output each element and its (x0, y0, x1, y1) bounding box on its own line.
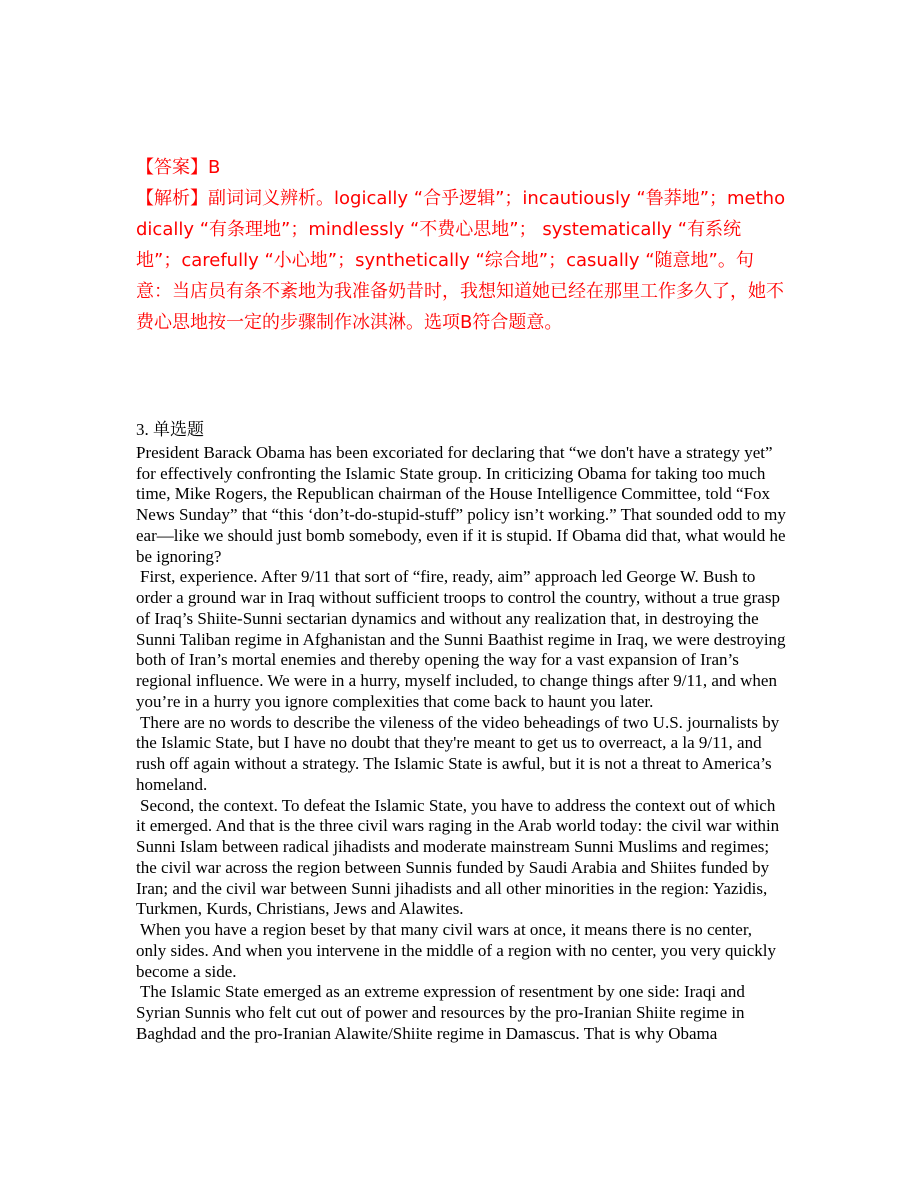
answer-label: 【答案】B (136, 157, 221, 178)
passage-paragraph-5: When you have a region beset by that many civil wars at once, it means there is no center, only sides. And when you intervene in the middle of a region with no center, you very quickly become a side. (136, 920, 776, 981)
question-number: 3. 单选题 (136, 420, 204, 439)
answer-analysis: 【解析】副词词义辨析。logically “合乎逻辑”；incautiously “鲁莽地”；methodically “有条理地”；mindlessly “不费心思地”； systematically “有系统地”；carefully “小心地”；synthetically “综合地”；casually “随意地”。句意：当店员有条不紊地为我准备奶昔时，我想知道她已经在那里工作多久了，她不费心思地按一定的步骤制作冰淇淋。选项B符合题意。 (136, 188, 786, 333)
passage-paragraph-3: There are no words to describe the vileness of the video beheadings of two U.S. journalists by the Islamic State, but I have no doubt that they're meant to get us to overreact, a la 9/11, and rush off again without a strategy. The Islamic State is awful, but it is not a threat to America’s homeland. (136, 712, 780, 794)
answer-explanation (136, 152, 786, 338)
question-passage (136, 420, 786, 1045)
passage-paragraph-2: First, experience. After 9/11 that sort of “fire, ready, aim” approach led George W. Bush to order a ground war in Iraq without sufficient troops to control the country, without a true grasp of Iraq’s Shiite-Sunni sectarian dynamics and without any realization that, in destroying the Sunni Taliban regime in Afghanistan and the Sunni Baathist regime in Iraq, we were destroying both of Iran’s mortal enemies and thereby opening the way for a vast expansion of Iran’s regional influence. We were in a hurry, myself included, to change things after 9/11, and when you’re in a hurry you ignore complexities that come back to haunt you later. (136, 567, 786, 711)
passage-paragraph-6: The Islamic State emerged as an extreme expression of resentment by one side: Iraqi and Syrian Sunnis who felt cut out of power and resources by the pro-Iranian Shiite regime in Baghdad and the pro-Iranian Alawite/Shiite regime in Damascus. That is why Obama (136, 982, 745, 1043)
passage-paragraph-1: President Barack Obama has been excoriated for declaring that “we don't have a strategy yet” for effectively confronting the Islamic State group. In criticizing Obama for taking too much time, Mike Rogers, the Republican chairman of the House Intelligence Committee, told “Fox News Sunday” that “this ‘don’t-do-stupid-stuff” policy isn’t working.” That sounded odd to my ear—like we should just bomb somebody, even if it is stupid. If Obama did that, what would he be ignoring? (136, 442, 786, 566)
passage-paragraph-4: Second, the context. To defeat the Islamic State, you have to address the context out of which it emerged. And that is the three civil wars raging in the Arab world today: the civil war within Sunni Islam between radical jihadists and moderate mainstream Sunni Muslims and regimes; the civil war across the region between Sunnis funded by Saudi Arabia and Shiites funded by Iran; and the civil war between Sunni jihadists and all other minorities in the region: Yazidis, Turkmen, Kurds, Christians, Jews and Alawites. (136, 795, 780, 919)
